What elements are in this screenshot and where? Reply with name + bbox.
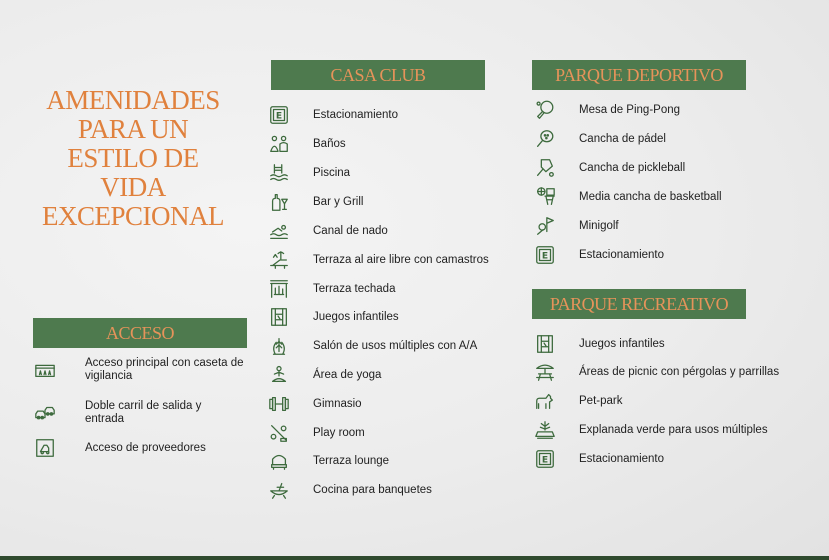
amenity-item [533, 360, 779, 384]
amenity-item [533, 214, 619, 238]
svg-text:E: E [275, 110, 283, 122]
basketball-icon [533, 185, 557, 209]
amenity-label: Minigolf [579, 219, 619, 232]
parking-icon [267, 103, 291, 127]
amenity-item [267, 392, 362, 416]
amenity-item [267, 305, 399, 329]
parque-deportivo-header: PARQUE DEPORTIVO [532, 60, 746, 90]
amenity-item [267, 248, 489, 272]
amenity-label: Play room [313, 426, 365, 439]
pet-icon [533, 389, 557, 413]
headline-line: AMENIDADES [46, 85, 220, 115]
parking-icon [533, 447, 557, 471]
amenity-label: Área de yoga [313, 368, 382, 381]
lounger-icon [267, 248, 291, 272]
amenity-item [267, 334, 477, 358]
headline-line: PARA UN [77, 114, 189, 144]
amenity-label: Juegos infantiles [313, 310, 399, 323]
amenity-label: Cocina para banquetes [313, 483, 432, 496]
amenity-item [267, 478, 432, 502]
amenity-label: Estacionamiento [579, 452, 665, 465]
amenity-item [533, 156, 685, 180]
amenity-label: Cancha de pádel [579, 132, 666, 145]
amenity-label: Terraza lounge [313, 454, 390, 467]
gatehouse-icon [33, 358, 57, 382]
amenity-item [33, 436, 243, 460]
amenity-item [267, 277, 395, 301]
picnic-icon [533, 360, 557, 384]
amenity-item [267, 219, 388, 243]
dumbbell-icon [267, 392, 291, 416]
amenity-label: Juegos infantiles [579, 337, 665, 350]
cars-icon [33, 401, 57, 425]
amenity-label: Cancha de pickleball [579, 161, 686, 174]
amenity-label: Acceso de proveedores [85, 441, 206, 454]
pool-icon [267, 161, 291, 185]
hall-icon [267, 334, 291, 358]
amenity-item [533, 389, 622, 413]
yoga-icon [267, 363, 291, 387]
amenity-label: Piscina [313, 166, 351, 179]
amenity-label: Doble carril de salida y entrada [85, 400, 202, 425]
amenity-item [267, 449, 389, 473]
amenity-item [533, 447, 664, 471]
headline-line: VIDA [100, 172, 166, 202]
amenity-item [33, 400, 243, 426]
parking-icon [533, 243, 557, 267]
swim-icon [267, 219, 291, 243]
golf-icon [533, 214, 557, 238]
amenity-label: Terraza techada [313, 282, 396, 295]
playground-icon [533, 332, 557, 356]
amenity-item [267, 161, 350, 185]
headline [30, 86, 236, 231]
amenity-item [33, 357, 248, 383]
restroom-icon [267, 132, 291, 156]
casa-club-header: CASA CLUB [271, 60, 485, 90]
amenity-item [533, 418, 768, 442]
playground-icon [267, 305, 291, 329]
playroom-icon [267, 421, 291, 445]
svg-text:E: E [541, 250, 549, 262]
lounge-icon [267, 449, 291, 473]
bottom-bar [0, 556, 829, 560]
amenity-item [533, 332, 665, 356]
pickleball-icon [533, 156, 557, 180]
amenity-item [267, 421, 365, 445]
kitchen-icon [267, 478, 291, 502]
amenity-label: Estacionamiento [579, 248, 665, 261]
amenity-item [267, 103, 398, 127]
bar-icon [267, 190, 291, 214]
amenity-label: Explanada verde para usos múltiples [579, 423, 768, 436]
amenity-label: Terraza al aire libre con camastros [313, 253, 489, 266]
headline-line: EXCEPCIONAL [42, 201, 224, 231]
ping-pong-icon [533, 98, 557, 122]
amenity-label: Salón de usos múltiples con A/A [313, 339, 478, 352]
amenity-label: Gimnasio [313, 397, 362, 410]
amenity-item [533, 243, 664, 267]
amenity-label: Baños [313, 137, 346, 150]
amenity-label: Pet-park [579, 394, 623, 407]
covered-terrace-icon [267, 277, 291, 301]
acceso-header: ACCESO [33, 318, 247, 348]
amenity-label: Mesa de Ping-Pong [579, 103, 681, 116]
svg-text:E: E [541, 454, 549, 466]
amenity-label: Bar y Grill [313, 195, 364, 208]
supplier-icon [33, 436, 57, 460]
amenity-item [533, 127, 666, 151]
amenity-label: Áreas de picnic con pérgolas y parrillas [579, 365, 780, 378]
amenity-item [267, 132, 346, 156]
amenity-label: Estacionamiento [313, 108, 399, 121]
amenity-item [533, 185, 722, 209]
parque-recreativo-header: PARQUE RECREATIVO [532, 289, 746, 319]
lawn-icon [533, 418, 557, 442]
headline-line: ESTILO DE [67, 143, 199, 173]
amenity-item [267, 363, 381, 387]
amenity-item [267, 190, 363, 214]
amenity-label: Acceso principal con caseta de vigilancia [85, 357, 244, 382]
amenity-item [533, 98, 680, 122]
padel-icon [533, 127, 557, 151]
amenity-label: Media cancha de basketball [579, 190, 722, 203]
amenity-label: Canal de nado [313, 224, 388, 237]
